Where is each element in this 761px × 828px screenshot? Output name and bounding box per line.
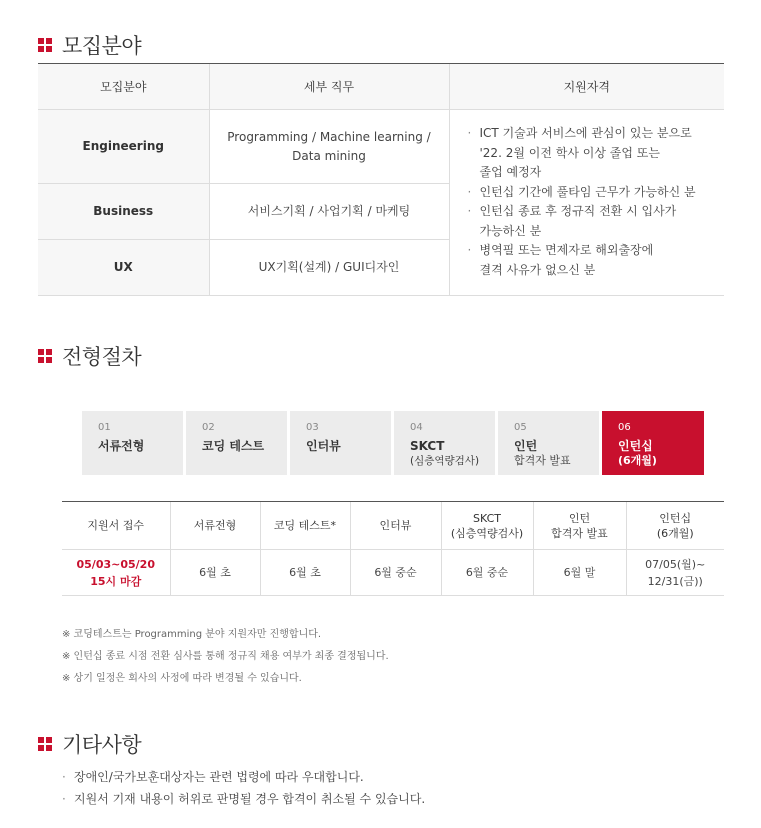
schedule-cell <box>626 550 724 596</box>
qualification-line: 인턴십 종료 후 정규직 전환 시 입사가 <box>479 204 677 218</box>
duty-cell: UX기획(설계) / GUI디자인 <box>209 240 449 296</box>
cell-line: 05/03~05/20 <box>76 557 155 571</box>
etc-list <box>62 766 425 810</box>
step-number: 01 <box>98 422 111 433</box>
qualification-line: '22. 2월 이전 학사 이상 졸업 또는 <box>479 145 660 160</box>
duty-cell <box>209 110 449 184</box>
step-label: 인터뷰 <box>306 439 341 453</box>
schedule-cell: 6월 초 <box>260 550 350 596</box>
schedule-cell: 6월 초 <box>170 550 260 596</box>
field-cell: UX <box>38 240 209 296</box>
step-label: 서류전형 <box>98 439 145 453</box>
step-sublabel: (심층역량검사) <box>410 455 480 467</box>
qualification-list <box>468 124 709 280</box>
table-row <box>62 550 724 596</box>
schedule-table <box>62 501 724 596</box>
list-item: · 지원서 기재 내용이 허위로 판명될 경우 합격이 취소될 수 있습니다. <box>62 788 425 810</box>
table-header <box>260 502 350 550</box>
header-line: 서류전형 <box>193 519 237 532</box>
section-title-process <box>38 341 141 371</box>
table-header <box>533 502 626 550</box>
step-sublabel: 합격자 발표 <box>514 454 571 467</box>
square-grid-icon <box>38 38 52 52</box>
table-header: 모집분야 <box>38 64 209 110</box>
section-title-etc <box>38 729 141 759</box>
table-header: 세부 직무 <box>209 64 449 110</box>
step-label: 인턴 <box>514 439 538 453</box>
header-line: 인터뷰 <box>379 519 412 532</box>
cell-line: 15시 마감 <box>90 574 142 588</box>
schedule-cell: 6월 말 <box>533 550 626 596</box>
section-title-text: 모집분야 <box>62 34 142 58</box>
note-line: ※ 코딩테스트는 Programming 분야 지원자만 진행합니다. <box>62 629 322 640</box>
header-line: 인턴십 <box>659 511 692 525</box>
step-number: 04 <box>410 422 423 433</box>
list-item: · 장애인/국가보훈대상자는 관련 법령에 따라 우대합니다. <box>62 766 425 788</box>
qualification-line: 결격 사유가 없으신 분 <box>479 262 596 277</box>
step-number: 05 <box>514 422 527 433</box>
qualification-line: 병역필 또는 면제자로 해외출장에 <box>479 243 654 257</box>
step-item <box>82 411 183 475</box>
duty-cell: 서비스기획 / 사업기획 / 마케팅 <box>209 184 449 240</box>
header-line: 합격자 발표 <box>551 526 608 540</box>
qualification-line: 졸업 예정자 <box>479 165 542 179</box>
recruit-table <box>38 63 724 296</box>
cell-line: 07/05(월)~ <box>645 557 706 571</box>
step-item <box>394 411 495 475</box>
step-item <box>290 411 391 475</box>
step-label: 코딩 테스트 <box>202 439 265 453</box>
table-header-row <box>38 64 724 110</box>
note-line: ※ 인턴십 종료 시점 전환 심사를 통해 정규직 채용 여부가 최종 결정됩니다. <box>62 651 389 662</box>
list-item <box>468 124 709 183</box>
step-item-active <box>602 411 704 475</box>
table-header <box>350 502 441 550</box>
qualification-line: 가능하신 분 <box>479 223 542 238</box>
step-item <box>186 411 287 475</box>
schedule-cell: 6월 중순 <box>350 550 441 596</box>
header-line: SKCT <box>473 511 501 525</box>
duty-line: Programming / Machine learning / <box>227 129 431 144</box>
table-header: 지원자격 <box>449 64 724 110</box>
duty-line: Data mining <box>292 148 366 163</box>
table-header <box>170 502 260 550</box>
notes <box>62 624 389 690</box>
table-row <box>38 110 724 184</box>
cell-line: 12/31(금)) <box>647 574 703 588</box>
qualification-cell <box>449 110 724 296</box>
section-title-recruit <box>38 30 141 60</box>
header-line: 코딩 테스트* <box>273 519 337 532</box>
header-line: (심층역량검사) <box>450 526 524 540</box>
qualification-line: 인턴십 기간에 풀타임 근무가 가능하신 분 <box>479 184 696 199</box>
square-grid-icon <box>38 349 52 363</box>
step-label: SKCT <box>410 439 445 453</box>
section-title-text: 기타사항 <box>62 733 142 757</box>
list-item <box>468 183 709 203</box>
square-grid-icon <box>38 737 52 751</box>
qualification-line: ICT 기술과 서비스에 관심이 있는 분으로 <box>479 126 692 140</box>
list-item <box>468 202 709 241</box>
step-item <box>498 411 599 475</box>
header-line: 인턴 <box>568 511 591 525</box>
table-header <box>441 502 533 550</box>
header-line: (6개월) <box>656 526 694 540</box>
section-title-text: 전형절차 <box>62 345 142 369</box>
field-cell: Engineering <box>38 110 209 184</box>
header-line: 지원서 접수 <box>87 519 145 532</box>
schedule-cell: 6월 중순 <box>441 550 533 596</box>
step-number: 03 <box>306 422 319 433</box>
field-cell: Business <box>38 184 209 240</box>
step-label: 인턴십 <box>618 439 653 453</box>
table-header <box>62 502 170 550</box>
process-steps <box>82 411 704 475</box>
table-header <box>626 502 724 550</box>
table-header-row <box>62 502 724 550</box>
schedule-cell <box>62 550 170 596</box>
step-number: 06 <box>618 422 631 433</box>
step-number: 02 <box>202 422 215 433</box>
note-line: ※ 상기 일정은 회사의 사정에 따라 변경될 수 있습니다. <box>62 673 302 684</box>
list-item <box>468 241 709 280</box>
step-sublabel: (6개월) <box>618 454 657 467</box>
